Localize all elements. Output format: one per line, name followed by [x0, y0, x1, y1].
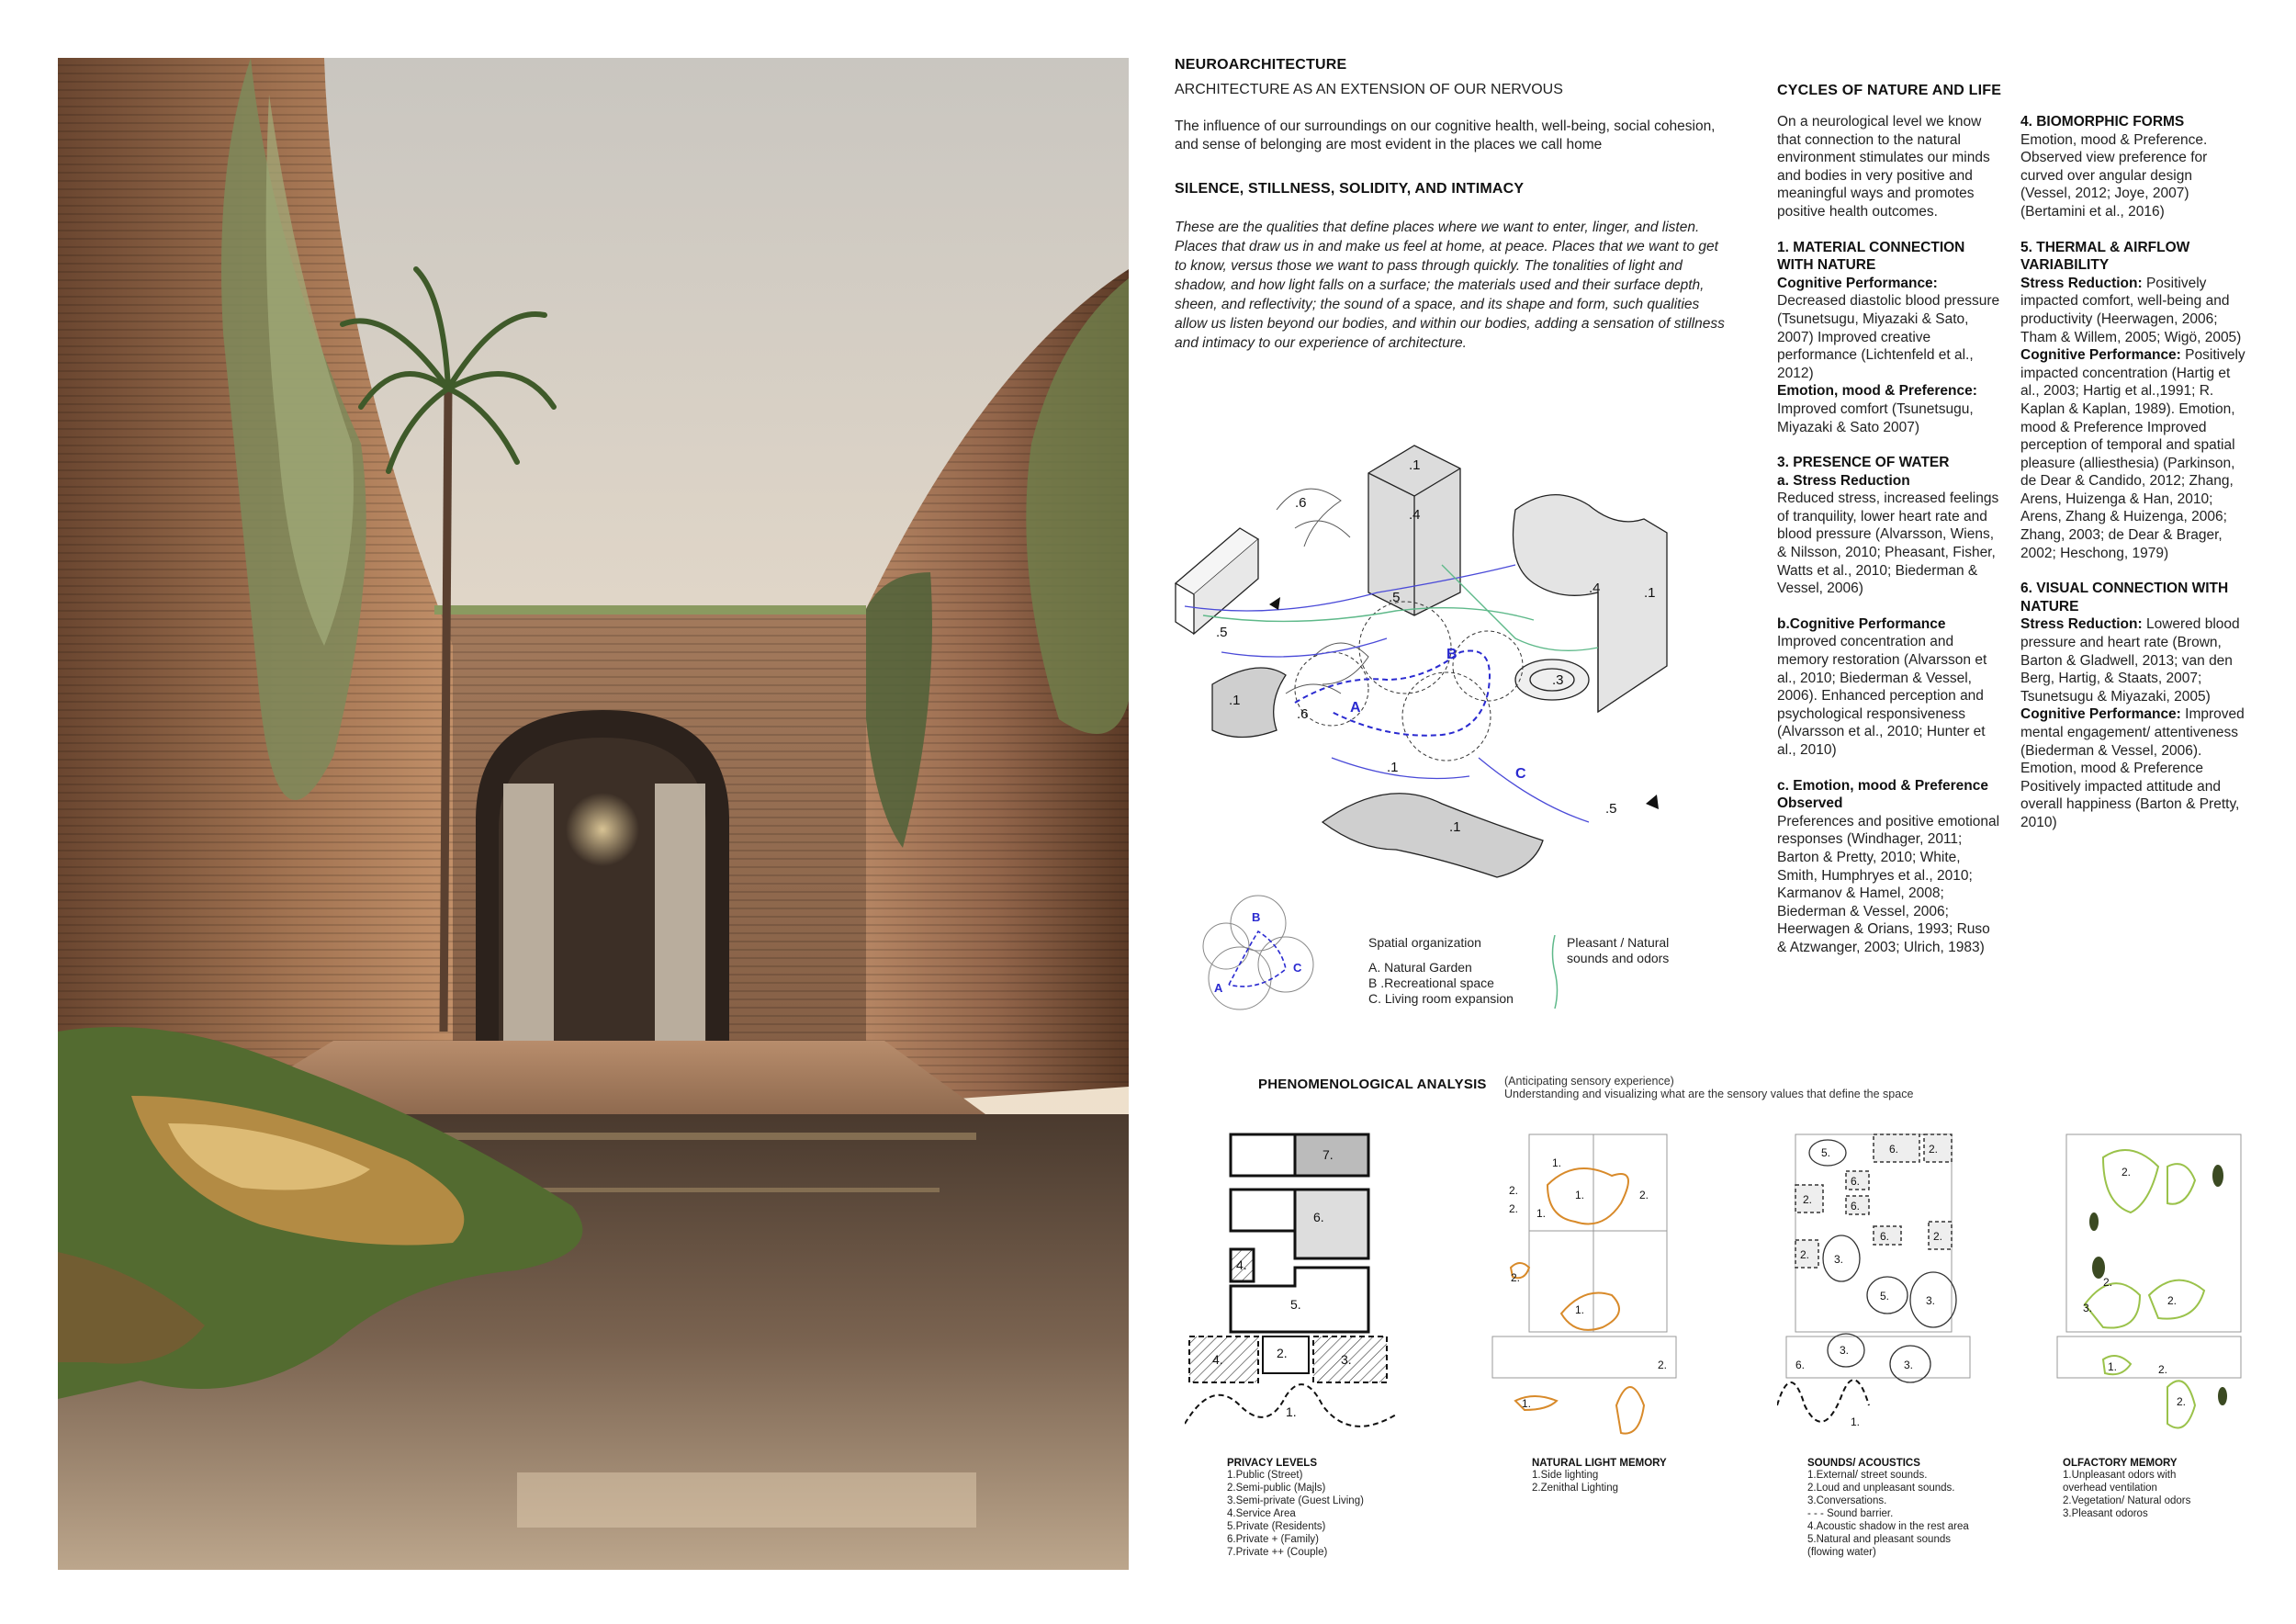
sound-plan-label: 3. [1904, 1359, 1914, 1371]
light-plan-label: 1. [1522, 1397, 1532, 1410]
cycles-column-1 [1777, 113, 2002, 957]
axon-point-b: B [1446, 647, 1458, 662]
olf-plan-label: 2. [2103, 1276, 2113, 1289]
qualities-title: SILENCE, STILLNESS, SOLIDITY, AND INTIMACY [1175, 181, 1525, 197]
pheno-notes [1504, 1075, 1913, 1100]
privacy-legend-item: 4.Service Area [1227, 1508, 1296, 1519]
section-1-subhead-b: Emotion, mood & Preference: [1777, 383, 1977, 400]
privacy-plan-label: 6. [1313, 1210, 1324, 1224]
sound-plan-label: 6. [1889, 1143, 1899, 1156]
sound-barrier-icon: - - - [1807, 1508, 1828, 1519]
section-5-text-b: Positively impacted concentration (Hartig et al., 2003; Hartig et al.,1991; R. Kaplan & Kaplan, 1989). Emotion, mood & Preference Improved perception of temporal and spatial pleasure (alliesthesia) (Parkinson, de Dear & Candido, 2012; Zhang, Arens, Huizenga & Han, 2010; Arens, Zhang & Huizenga, 2006; Zhang, 2003; de Dear & Brager, 2002; Heschong, 1979) [2020, 347, 2245, 561]
pheno-note-2: Understanding and visualizing what are the sensory values that define the space [1504, 1088, 1914, 1100]
olf-plan-label: 1. [2108, 1360, 2118, 1373]
section-1-title: 1. MATERIAL CONNECTION WITH NATURE [1777, 239, 1965, 274]
section-4-text: Emotion, mood & Preference. Observed view preference for curved over angular design (Vessel, 2012; Joye, 2007) (Bertamini et al., 2016) [2020, 131, 2208, 220]
privacy-legend-item: 1.Public (Street) [1227, 1470, 1303, 1481]
section-6-text-b: Improved mental engagement/ attentiveness (Biederman & Vessel, 2006). Emotion, mood & Preference Positively impacted attitude and overall happiness (Barton & Pretty, 2010) [2020, 706, 2245, 830]
olf-plan-label: 2. [2122, 1166, 2132, 1179]
sounds-acoustics-plan [1777, 1130, 1988, 1442]
spatial-organization-diagram [1194, 891, 1332, 1020]
axon-label: .1 [1387, 760, 1399, 775]
sound-legend-item: 5.Natural and pleasant sounds (flowing water) [1807, 1534, 1951, 1558]
section-6-subhead-b: Cognitive Performance: [2020, 706, 2181, 723]
architectural-render [58, 58, 1129, 1570]
light-plan-label: 1. [1536, 1207, 1547, 1220]
light-plan-label: 2. [1509, 1202, 1519, 1215]
sound-plan-label: 2. [1803, 1193, 1813, 1206]
privacy-plan-label: 4. [1212, 1352, 1223, 1367]
light-plan-label: 1. [1552, 1156, 1562, 1169]
axon-label: .4 [1409, 507, 1421, 523]
section-3-title: 3. PRESENCE OF WATER [1777, 455, 1950, 471]
sound-legend [1807, 1458, 1982, 1559]
sound-plan-label: 5. [1821, 1146, 1831, 1159]
sound-legend-label: Pleasant / Natural sounds and odors [1567, 935, 1670, 965]
light-legend-item: 1.Side lighting [1532, 1470, 1599, 1481]
qualities-text: These are the qualities that define places where we want to enter, linger, and listen. Places that draw us in and make us feel at home, at peace. Places that we want to get to know, versus those we want to pass through quickly. The tonalities of light and shadow, and how light falls on a surface; the materials used and their surface depth, sheen, and reflectivity; the sound of a space, and its shape and form, such qualities allow us listen beyond our bodies, and within our bodies, adding a sensation of stillness and intimacy to our experience of architecture. [1175, 220, 1725, 351]
sound-plan-label: 3. [1926, 1294, 1936, 1307]
light-plan-label: 2. [1639, 1189, 1649, 1201]
cycles-intro: On a neurological level we know that connection to the natural environment stimulates our minds and bodies in very positive and meaningful ways and promotes positive health outcomes. [1777, 114, 1990, 220]
sound-legend-item: - - - Sound barrier. [1807, 1508, 1894, 1519]
light-plan-label: 2. [1509, 1184, 1519, 1197]
sound-plan-label: 1. [1851, 1415, 1861, 1428]
section-3-text-a: Reduced stress, increased feelings of tranquility, lower heart rate and blood pressure (Alvarsson, Wiens, & Nilsson, 2010; Pheasant, Fisher, Watts et al., 2010; Biederman & Vessel, 2006) [1777, 491, 1999, 597]
sound-legend-title: SOUNDS/ ACOUSTICS [1807, 1458, 1920, 1469]
section-6-subhead-a: Stress Reduction: [2020, 616, 2143, 633]
legend-point-b: B [1252, 910, 1261, 924]
intro-text: The influence of our surroundings on our cognitive health, well-being, social cohesion, and sense of belonging are most evident in the places we call home [1175, 118, 1716, 152]
cycles-column-2 [2020, 113, 2245, 832]
section-5-text-a: Positively impacted comfort, well-being and productivity (Heerwagen, 2006; Tham & Willem, 2005; Wigö, 2005) [2020, 275, 2242, 345]
axon-label: .1 [1644, 585, 1656, 601]
page-subtitle: ARCHITECTURE AS AN EXTENSION OF OUR NERVOUS [1175, 82, 1563, 97]
sound-plan-label: 6. [1851, 1200, 1861, 1212]
sound-legend-item: 4.Acoustic shadow in the rest area [1807, 1521, 1969, 1532]
privacy-legend-item: 5.Private (Residents) [1227, 1521, 1326, 1532]
section-5-title: 5. THERMAL & AIRFLOW VARIABILITY [2020, 239, 2190, 274]
sound-plan-label: 6. [1795, 1359, 1806, 1371]
light-plan-label: 2. [1511, 1271, 1521, 1284]
olf-legend-item: 2.Vegetation/ Natural odors [2063, 1495, 2191, 1506]
axon-label: .6 [1297, 706, 1309, 722]
pheno-title: PHENOMENOLOGICAL ANALYSIS [1258, 1077, 1487, 1092]
privacy-plan-label: 7. [1322, 1147, 1334, 1162]
section-5-subhead-b: Cognitive Performance: [2020, 347, 2181, 364]
olfactory-legend [2063, 1458, 2219, 1520]
section-3-text-c: Preferences and positive emotional responses (Windhager, 2011; Barton & Pretty, 2010; White, Smith, Humphryes et al., 2010; Karmanov & Hamel, 2008; Biederman & Vessel, 2006; Heerwagen & Orians, 1993; Ruso & Atzwanger, 2003; Ulrich, 1983) [1777, 813, 2000, 955]
privacy-plan-label: 5. [1290, 1297, 1301, 1312]
section-1-subhead-a: Cognitive Performance: [1777, 275, 1938, 291]
section-3-subhead-a: a. Stress Reduction [1777, 472, 1910, 489]
section-1-text-b: Improved comfort (Tsunetsugu, Miyazaki & Sato 2007) [1777, 400, 1974, 435]
sound-legend-item: 1.External/ street sounds. [1807, 1470, 1928, 1481]
page-title: NEUROARCHITECTURE [1175, 57, 1347, 73]
privacy-plan-label: 4. [1236, 1257, 1247, 1272]
axon-label: .5 [1389, 590, 1401, 605]
olf-plan-label: 2. [2167, 1294, 2178, 1307]
sound-plan-label: 6. [1851, 1175, 1861, 1188]
spatial-legend-item-a: A. Natural Garden [1368, 960, 1472, 975]
light-plan-label: 1. [1575, 1189, 1585, 1201]
axon-label: .6 [1295, 495, 1307, 511]
axon-label: .5 [1216, 625, 1228, 640]
axon-label: .3 [1552, 672, 1564, 688]
privacy-legend-item: 7.Private ++ (Couple) [1227, 1547, 1328, 1558]
axon-label: .1 [1229, 693, 1241, 708]
privacy-plan-label: 2. [1277, 1346, 1288, 1360]
axon-label: .4 [1589, 581, 1601, 596]
axonometric-diagram [1166, 418, 1717, 905]
axon-point-c: C [1515, 766, 1526, 782]
light-plan-label: 2. [1658, 1359, 1668, 1371]
olf-legend-item: 3.Pleasant odoros [2063, 1508, 2148, 1519]
legend-point-a: A [1214, 981, 1223, 995]
olf-legend-title: OLFACTORY MEMORY [2063, 1458, 2178, 1469]
spatial-legend-title: Spatial organization [1368, 935, 1481, 950]
sound-plan-label: 2. [1929, 1143, 1939, 1156]
privacy-levels-plan [1185, 1130, 1405, 1442]
legend-point-c: C [1293, 961, 1302, 975]
sound-legend-item: 3.Conversations. [1807, 1495, 1887, 1506]
sound-plan-label: 3. [1840, 1344, 1850, 1357]
light-legend-item: 2.Zenithal Lighting [1532, 1483, 1618, 1494]
axon-label: .1 [1409, 457, 1421, 473]
olf-plan-label: 3. [2083, 1302, 2093, 1314]
privacy-legend-item: 3.Semi-private (Guest Living) [1227, 1495, 1364, 1506]
sound-plan-label: 2. [1933, 1230, 1943, 1243]
sound-plan-label: 5. [1880, 1290, 1890, 1303]
privacy-legend [1227, 1458, 1364, 1559]
sound-plan-label: 2. [1800, 1248, 1810, 1261]
section-3-subhead-b: b.Cognitive Performance [1777, 615, 1946, 632]
section-1-text-a: Decreased diastolic blood pressure (Tsunetsugu, Miyazaki & Sato, 2007) Improved creative performance (Lichtenfeld et al., 2012) [1777, 293, 2000, 381]
sound-wave-icon [1550, 935, 1559, 1009]
spatial-legend-list [1368, 960, 1514, 1007]
olf-legend-item: 1.Unpleasant odors with overhead ventilation [2063, 1470, 2177, 1494]
privacy-plan-label: 1. [1286, 1404, 1297, 1419]
sound-legend-item: 2.Loud and unpleasant sounds. [1807, 1483, 1955, 1494]
spatial-legend-item-c: C. Living room expansion [1368, 991, 1514, 1006]
privacy-plan-label: 3. [1341, 1352, 1352, 1367]
axon-label: .1 [1449, 819, 1461, 835]
spatial-legend-item-b: B .Recreational space [1368, 976, 1494, 990]
privacy-legend-item: 6.Private + (Family) [1227, 1534, 1320, 1545]
natural-light-plan [1483, 1130, 1694, 1442]
cycles-title: CYCLES OF NATURE AND LIFE [1777, 83, 2002, 98]
light-plan-label: 1. [1575, 1303, 1585, 1316]
light-legend-title: NATURAL LIGHT MEMORY [1532, 1458, 1667, 1469]
axon-point-a: A [1350, 700, 1361, 716]
olf-plan-label: 2. [2177, 1395, 2187, 1408]
privacy-legend-item: 2.Semi-public (Majls) [1227, 1483, 1326, 1494]
privacy-legend-title: PRIVACY LEVELS [1227, 1458, 1317, 1469]
section-3-subhead-c: c. Emotion, mood & Preference Observed [1777, 777, 1988, 812]
axon-label: .5 [1605, 801, 1617, 817]
olfactory-plan [2048, 1130, 2259, 1442]
section-3-text-b: Improved concentration and memory restoration (Alvarsson et al., 2010; Biederman & Vessel, 2006). Enhanced perception and psychological responsiveness (Alvarsson et al., 2010; Hunter et al., 2010) [1777, 634, 1987, 758]
sound-plan-label: 6. [1880, 1230, 1890, 1243]
light-legend [1532, 1458, 1667, 1494]
olf-plan-label: 2. [2158, 1363, 2168, 1376]
section-6-title: 6. VISUAL CONNECTION WITH NATURE [2020, 581, 2229, 615]
section-6-text-a: Lowered blood pressure and heart rate (Brown, Barton & Gladwell, 2013; van den Berg, Hartig, & Staats, 2007; Tsunetsugu & Miyazaki, 2005) [2020, 616, 2240, 705]
section-4-title: 4. BIOMORPHIC FORMS [2020, 114, 2185, 130]
pheno-note-1: (Anticipating sensory experience) [1504, 1075, 1674, 1088]
sound-plan-label: 3. [1834, 1253, 1844, 1266]
section-5-subhead-a: Stress Reduction: [2020, 275, 2143, 291]
